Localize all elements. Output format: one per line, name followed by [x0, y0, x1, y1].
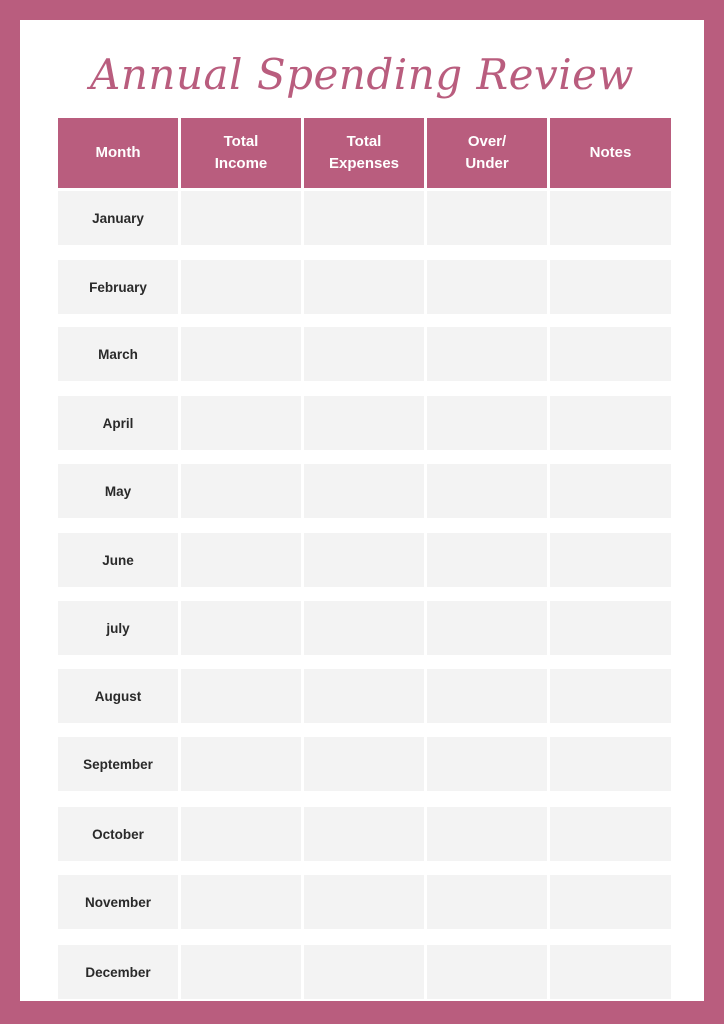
notes-cell[interactable] — [550, 191, 671, 245]
month-label: June — [58, 533, 178, 587]
over-under-cell[interactable] — [427, 945, 547, 999]
total-expenses-header: Total Expenses — [304, 118, 424, 188]
total-expenses-cell[interactable] — [304, 191, 424, 245]
notes-cell[interactable] — [550, 945, 671, 999]
total-expenses-cell[interactable] — [304, 945, 424, 999]
notes-cell[interactable] — [550, 737, 671, 791]
total-income-cell[interactable] — [181, 601, 301, 655]
notes-cell[interactable] — [550, 327, 671, 381]
month-label: November — [58, 875, 178, 929]
month-label: January — [58, 191, 178, 245]
notes-header: Notes — [550, 118, 671, 188]
total-income-cell[interactable] — [181, 396, 301, 450]
total-expenses-cell[interactable] — [304, 601, 424, 655]
total-expenses-cell[interactable] — [304, 260, 424, 314]
over-under-cell[interactable] — [427, 533, 547, 587]
total-expenses-cell[interactable] — [304, 737, 424, 791]
over-under-cell[interactable] — [427, 669, 547, 723]
notes-cell[interactable] — [550, 875, 671, 929]
total-expenses-cell[interactable] — [304, 464, 424, 518]
notes-cell[interactable] — [550, 260, 671, 314]
total-income-header: Total Income — [181, 118, 301, 188]
total-income-cell[interactable] — [181, 945, 301, 999]
total-income-cell[interactable] — [181, 533, 301, 587]
over-under-cell[interactable] — [427, 807, 547, 861]
worksheet-page — [20, 20, 704, 1001]
month-label: April — [58, 396, 178, 450]
total-expenses-cell[interactable] — [304, 533, 424, 587]
total-expenses-cell[interactable] — [304, 327, 424, 381]
over-under-cell[interactable] — [427, 601, 547, 655]
total-expenses-cell[interactable] — [304, 396, 424, 450]
total-income-cell[interactable] — [181, 464, 301, 518]
over-under-cell[interactable] — [427, 737, 547, 791]
total-expenses-cell[interactable] — [304, 875, 424, 929]
notes-cell[interactable] — [550, 669, 671, 723]
total-income-cell[interactable] — [181, 875, 301, 929]
total-income-cell[interactable] — [181, 807, 301, 861]
over-under-cell[interactable] — [427, 260, 547, 314]
page-title: Annual Spending Review — [90, 50, 634, 99]
over-under-cell[interactable] — [427, 396, 547, 450]
total-income-cell[interactable] — [181, 327, 301, 381]
month-label: March — [58, 327, 178, 381]
month-label: February — [58, 260, 178, 314]
notes-cell[interactable] — [550, 533, 671, 587]
notes-cell[interactable] — [550, 396, 671, 450]
total-income-cell[interactable] — [181, 669, 301, 723]
over-under-cell[interactable] — [427, 875, 547, 929]
month-label: May — [58, 464, 178, 518]
total-income-cell[interactable] — [181, 737, 301, 791]
month-label: December — [58, 945, 178, 999]
month-label: August — [58, 669, 178, 723]
over-under-cell[interactable] — [427, 464, 547, 518]
month-label: july — [58, 601, 178, 655]
over-under-cell[interactable] — [427, 327, 547, 381]
total-expenses-cell[interactable] — [304, 807, 424, 861]
month-header: Month — [58, 118, 178, 188]
notes-cell[interactable] — [550, 601, 671, 655]
month-label: October — [58, 807, 178, 861]
notes-cell[interactable] — [550, 807, 671, 861]
over-under-cell[interactable] — [427, 191, 547, 245]
over-under-header: Over/ Under — [427, 118, 547, 188]
month-label: September — [58, 737, 178, 791]
total-income-cell[interactable] — [181, 260, 301, 314]
total-expenses-cell[interactable] — [304, 669, 424, 723]
notes-cell[interactable] — [550, 464, 671, 518]
total-income-cell[interactable] — [181, 191, 301, 245]
